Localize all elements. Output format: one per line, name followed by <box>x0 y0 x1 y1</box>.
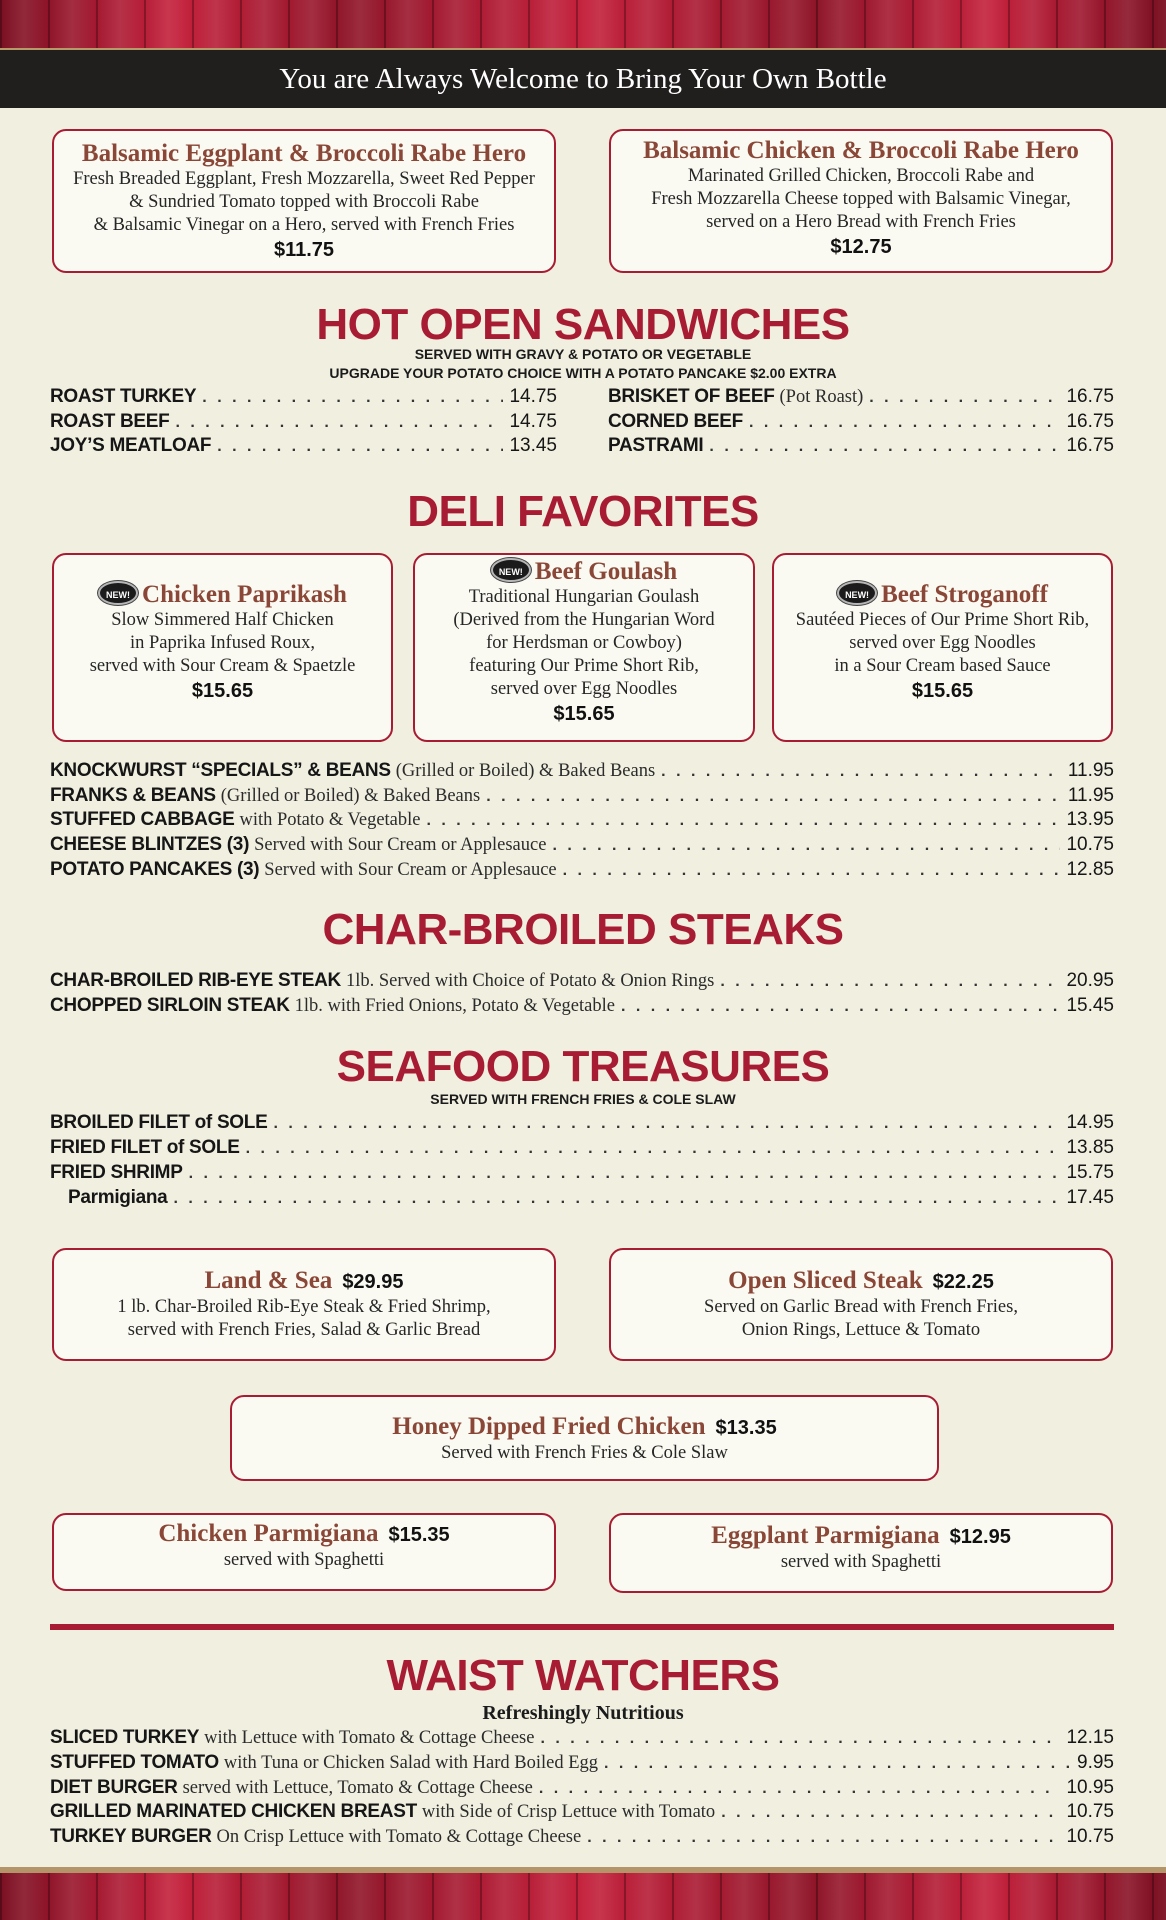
section-title-deli: DELI FAVORITES <box>407 487 759 536</box>
item-price: 13.95 <box>1066 809 1114 830</box>
item-price: 10.75 <box>1066 834 1114 855</box>
item-desc: (Grilled or Boiled) & Baked Beans <box>395 761 656 781</box>
leader-dots <box>552 837 1060 855</box>
leader-dots <box>246 1140 1061 1158</box>
section-subtitle: UPGRADE YOUR POTATO CHOICE WITH A POTATO PANCAKE $2.00 EXTRA <box>329 365 837 381</box>
special-title: Chicken Paprikash <box>142 581 347 608</box>
leader-dots <box>709 438 1060 456</box>
section-title-steaks: CHAR-BROILED STEAKS <box>322 905 844 954</box>
menu-item[interactable] <box>50 995 1114 1020</box>
menu-item[interactable] <box>50 834 1114 859</box>
item-price: 12.85 <box>1066 859 1114 880</box>
section-divider <box>50 1624 1114 1630</box>
hero-desc-line: Fresh Breaded Eggplant, Fresh Mozzarella, Sweet Red Pepper <box>73 169 535 189</box>
leader-dots <box>721 1804 1060 1822</box>
special-desc-line: (Derived from the Hungarian Word <box>453 610 715 630</box>
menu-item[interactable] <box>50 809 1114 834</box>
special-desc-line: Served with French Fries & Cole Slaw <box>441 1443 728 1463</box>
special-desc-line: featuring Our Prime Short Rib, <box>469 656 699 676</box>
menu-item[interactable] <box>50 760 1114 785</box>
item-name: CHAR-BROILED RIB-EYE STEAK <box>50 970 341 991</box>
special-desc-line: Sautéed Pieces of Our Prime Short Rib, <box>795 610 1090 630</box>
special-price: $29.95 <box>342 1271 404 1293</box>
leader-dots <box>273 1115 1060 1133</box>
item-desc: with Side of Crisp Lettuce with Tomato <box>421 1802 716 1822</box>
special-title: Open Sliced Steak <box>728 1267 923 1294</box>
special-box-eggplant-parm[interactable] <box>609 1513 1113 1593</box>
special-desc-line: 1 lb. Char-Broiled Rib-Eye Steak & Fried Shrimp, <box>117 1297 491 1317</box>
item-name: JOY’S MEATLOAF <box>50 435 212 456</box>
bottom-decorative-stripes <box>0 1867 1166 1920</box>
item-name: ROAST BEEF <box>50 411 170 432</box>
hero-desc-line: served on a Hero Bread with French Fries <box>706 212 1016 232</box>
special-box-stroganoff[interactable] <box>772 553 1113 742</box>
leader-dots <box>540 1730 1060 1748</box>
item-name: PASTRAMI <box>608 435 704 456</box>
special-price: $12.95 <box>949 1526 1011 1548</box>
item-price: 15.45 <box>1066 995 1114 1016</box>
special-title: Chicken Parmigiana <box>158 1520 379 1547</box>
leader-dots <box>563 862 1061 880</box>
top-decorative-stripes <box>0 0 1166 50</box>
hero-title: Balsamic Eggplant & Broccoli Rabe Hero <box>81 140 527 167</box>
leader-dots <box>202 389 503 407</box>
leader-dots <box>173 1190 1060 1208</box>
item-name: CHEESE BLINTZES (3) <box>50 834 250 855</box>
item-price: 15.75 <box>1066 1162 1114 1183</box>
item-name: STUFFED TOMATO <box>50 1752 219 1773</box>
item-price: 10.75 <box>1066 1801 1114 1822</box>
section-title-waist-watchers: WAIST WATCHERS <box>386 1651 780 1700</box>
special-box-honey-chicken[interactable] <box>230 1395 939 1481</box>
item-price: 13.45 <box>509 435 557 456</box>
special-desc-line: served with Spaghetti <box>780 1552 942 1572</box>
item-price: 13.85 <box>1066 1137 1114 1158</box>
special-price: $15.65 <box>911 680 974 702</box>
item-price: 11.95 <box>1067 785 1114 806</box>
special-title: Beef Goulash <box>534 558 678 585</box>
special-price: $15.65 <box>553 703 615 725</box>
menu-item[interactable] <box>50 859 1114 884</box>
menu-item[interactable] <box>50 970 1114 995</box>
item-price: 20.95 <box>1066 970 1114 991</box>
item-name: STUFFED CABBAGE <box>50 809 235 830</box>
special-title: Beef Stroganoff <box>881 581 1048 608</box>
menu-item[interactable] <box>50 1112 1114 1137</box>
byob-banner: You are Always Welcome to Bring Your Own Bottle <box>0 50 1166 108</box>
special-box-open-steak[interactable] <box>609 1248 1113 1361</box>
item-price: 11.95 <box>1067 760 1114 781</box>
item-price: 14.95 <box>1066 1112 1114 1133</box>
item-price: 10.95 <box>1066 1777 1114 1798</box>
item-price: 12.15 <box>1066 1727 1114 1748</box>
section-subtitle: SERVED WITH GRAVY & POTATO OR VEGETABLE <box>414 346 752 362</box>
leader-dots <box>486 788 1062 806</box>
item-desc: with Lettuce with Tomato & Cottage Cheese <box>204 1728 535 1748</box>
menu-item[interactable] <box>50 435 557 460</box>
new-badge-icon: NEW! <box>98 581 138 605</box>
item-price: 14.75 <box>509 411 557 432</box>
hero-price: $11.75 <box>273 239 335 261</box>
special-box-paprikash[interactable] <box>52 553 393 742</box>
hero-desc-line: Marinated Grilled Chicken, Broccoli Rabe and <box>687 166 1035 186</box>
menu-item[interactable] <box>50 1727 1114 1752</box>
item-name: Parmigiana <box>68 1187 168 1208</box>
section-title-seafood: SEAFOOD TREASURES <box>336 1042 830 1091</box>
menu-item[interactable] <box>50 1801 1114 1826</box>
section-title-hot-open: HOT OPEN SANDWICHES <box>316 300 850 349</box>
hero-box-eggplant[interactable] <box>52 129 556 273</box>
menu-item[interactable] <box>608 435 1114 460</box>
hero-desc-line: & Sundried Tomato topped with Broccoli Rabe <box>129 192 479 212</box>
leader-dots <box>427 812 1061 830</box>
item-desc: with Tuna or Chicken Salad with Hard Boiled Egg <box>223 1753 598 1773</box>
hero-desc-line: & Balsamic Vinegar on a Hero, served with French Fries <box>93 215 515 235</box>
menu-item[interactable] <box>50 785 1114 810</box>
leader-dots <box>869 389 1060 407</box>
section-subtitle: Refreshingly Nutritious <box>482 1702 684 1724</box>
item-name: FRANKS & BEANS <box>50 785 216 806</box>
special-box-land-sea[interactable] <box>52 1248 556 1361</box>
special-price: $13.35 <box>715 1417 777 1439</box>
leader-dots <box>539 1780 1061 1798</box>
item-name: ROAST TURKEY <box>50 386 197 407</box>
item-name: KNOCKWURST “SPECIALS” & BEANS <box>50 760 391 781</box>
leader-dots <box>604 1755 1071 1773</box>
special-price: $22.25 <box>932 1271 994 1293</box>
menu-item[interactable] <box>50 1752 1114 1777</box>
menu-item[interactable] <box>608 386 1114 411</box>
item-desc: On Crisp Lettuce with Tomato & Cottage Cheese <box>216 1827 582 1847</box>
special-desc-line: Slow Simmered Half Chicken <box>111 610 334 630</box>
item-desc: 1lb. with Fried Onions, Potato & Vegetable <box>294 996 615 1016</box>
leader-dots <box>661 763 1062 781</box>
special-desc-line: served with Spaghetti <box>223 1550 385 1570</box>
leader-dots <box>621 998 1060 1016</box>
item-price: 14.75 <box>509 386 557 407</box>
leader-dots <box>217 438 503 456</box>
item-name: TURKEY BURGER <box>50 1826 212 1847</box>
hero-desc-line: Fresh Mozzarella Cheese topped with Balsamic Vinegar, <box>651 189 1071 209</box>
item-name: BRISKET OF BEEF <box>608 386 775 407</box>
menu-item[interactable] <box>50 1162 1114 1187</box>
special-box-chicken-parm[interactable] <box>52 1513 556 1591</box>
leader-dots <box>587 1829 1060 1847</box>
special-desc-line: served over Egg Noodles <box>490 679 678 699</box>
menu-item[interactable] <box>50 1826 1114 1851</box>
special-desc-line: in a Sour Cream based Sauce <box>834 656 1051 676</box>
menu-item[interactable] <box>50 411 557 436</box>
section-subtitle: SERVED WITH FRENCH FRIES & COLE SLAW <box>430 1091 736 1107</box>
special-desc-line: for Herdsman or Cowboy) <box>486 633 682 653</box>
item-name: FRIED FILET of SOLE <box>50 1137 240 1158</box>
special-price: $15.35 <box>388 1524 450 1546</box>
special-desc-line: served with Sour Cream & Spaetzle <box>89 656 356 676</box>
special-desc-line: served with French Fries, Salad & Garlic Bread <box>127 1320 481 1340</box>
item-desc: (Pot Roast) <box>779 387 864 407</box>
item-desc: Served with Sour Cream or Applesauce <box>264 860 557 880</box>
item-name: BROILED FILET of SOLE <box>50 1112 268 1133</box>
item-desc: served with Lettuce, Tomato & Cottage Cheese <box>182 1778 533 1798</box>
menu-item[interactable] <box>50 386 557 411</box>
hero-title: Balsamic Chicken & Broccoli Rabe Hero <box>643 137 1079 164</box>
item-price: 16.75 <box>1066 411 1114 432</box>
item-desc: with Potato & Vegetable <box>239 810 421 830</box>
special-title: Honey Dipped Fried Chicken <box>392 1413 706 1440</box>
item-name: POTATO PANCAKES (3) <box>50 859 260 880</box>
new-badge-icon: NEW! <box>491 558 531 582</box>
item-name: GRILLED MARINATED CHICKEN BREAST <box>50 1801 417 1822</box>
menu-item[interactable] <box>50 1137 1114 1162</box>
item-price: 10.75 <box>1066 1826 1114 1847</box>
item-desc: 1lb. Served with Choice of Potato & Onion Rings <box>345 971 715 991</box>
hero-price: $12.75 <box>830 236 892 258</box>
item-name: FRIED SHRIMP <box>50 1162 183 1183</box>
leader-dots <box>189 1165 1061 1183</box>
menu-item[interactable] <box>608 411 1114 436</box>
menu-item[interactable] <box>50 1777 1114 1802</box>
special-title: Land & Sea <box>204 1267 333 1294</box>
item-name: SLICED TURKEY <box>50 1727 200 1748</box>
item-name: CHOPPED SIRLOIN STEAK <box>50 995 290 1016</box>
item-price: 9.95 <box>1077 1752 1114 1773</box>
leader-dots <box>749 414 1060 432</box>
item-name: DIET BURGER <box>50 1777 178 1798</box>
special-desc-line: Served on Garlic Bread with French Fries, <box>704 1297 1018 1317</box>
new-badge-icon: NEW! <box>837 581 877 605</box>
item-desc: Served with Sour Cream or Applesauce <box>254 835 547 855</box>
special-desc-line: Traditional Hungarian Goulash <box>468 587 700 607</box>
special-title: Eggplant Parmigiana <box>711 1522 940 1549</box>
special-desc-line: Onion Rings, Lettuce & Tomato <box>741 1320 981 1340</box>
special-box-goulash[interactable] <box>413 553 755 742</box>
item-name: CORNED BEEF <box>608 411 743 432</box>
hero-box-chicken[interactable] <box>609 129 1113 273</box>
leader-dots <box>175 414 503 432</box>
item-desc: (Grilled or Boiled) & Baked Beans <box>220 786 481 806</box>
special-desc-line: in Paprika Infused Roux, <box>130 633 315 653</box>
leader-dots <box>720 973 1060 991</box>
special-price: $15.65 <box>191 680 254 702</box>
item-price: 16.75 <box>1066 386 1114 407</box>
special-desc-line: served over Egg Noodles <box>849 633 1036 653</box>
item-price: 17.45 <box>1066 1187 1114 1208</box>
menu-item[interactable] <box>68 1187 1114 1212</box>
item-price: 16.75 <box>1066 435 1114 456</box>
